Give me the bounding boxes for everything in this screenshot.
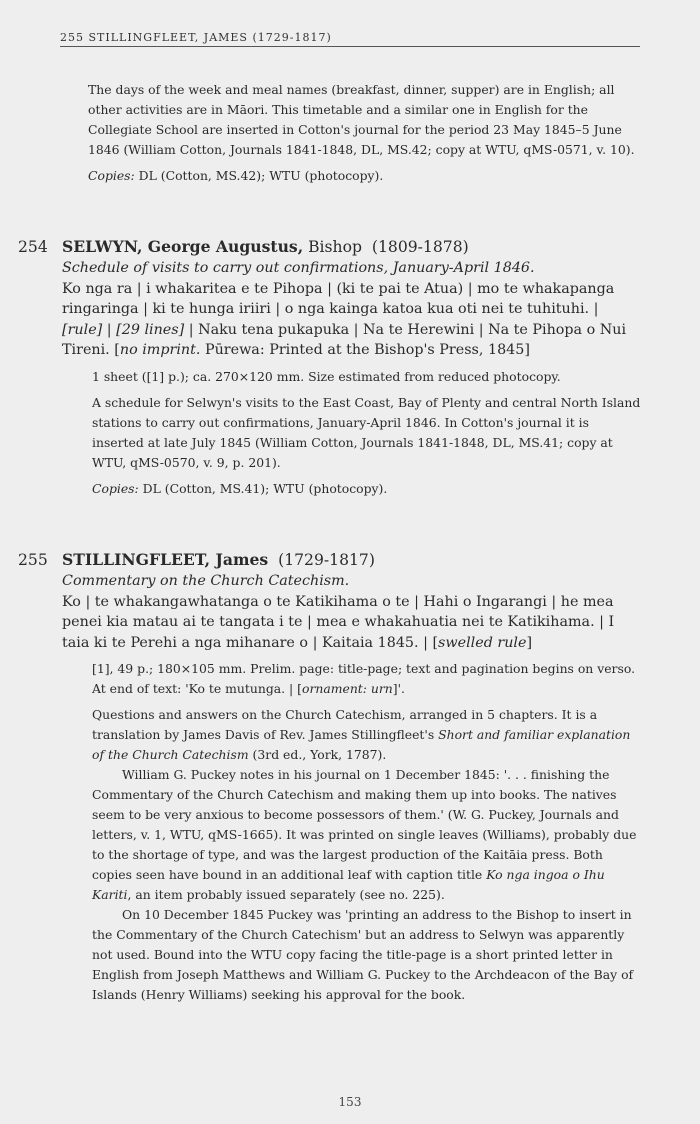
running-head: 255 STILLINGFLEET, JAMES (1729-1817) (60, 31, 640, 47)
continued-copies (88, 166, 643, 186)
continued-entry (88, 80, 643, 186)
copies-text: DL (Cotton, MS.42); WTU (photocopy). (138, 168, 384, 183)
cited-title: Short and familiar explanation of the Church Catechism (92, 727, 631, 762)
entry-notes (92, 659, 643, 1005)
entry-rank: Bishop (308, 238, 362, 256)
physical-part: ]'. (392, 681, 405, 696)
page-number: 153 (338, 1095, 362, 1109)
entry-transcription (62, 279, 643, 361)
entry-heading (18, 236, 643, 258)
transcription-part: | Naku tena pukapuka | Na te Herewini | Na te Pihopa o Nui Tireni. [ (62, 321, 627, 358)
copies-label: Copies: (88, 168, 135, 183)
physical-description (92, 659, 643, 699)
continued-note: The days of the week and meal names (breakfast, dinner, supper) are in English; all other activities are in Māori. This timetable and a similar one in English for the Collegiate School are inserted in Cotton's journal for the period 23 May 1845–5 June 1846 (William Cotton, Journals 1841-1848, DL, MS.42; copy at WTU, qMS-0571, v. 10). (88, 82, 635, 157)
entry-body (62, 258, 643, 499)
entry-number: 255 (18, 551, 48, 569)
transcription-part: ] (526, 634, 533, 651)
separator: | (102, 321, 117, 338)
entry-dates: (1729-1817) (278, 551, 375, 569)
transcription-part: Ko | te whakangawhatanga o te Katikihama o te | Hahi o Ingarangi | he mea penei kia matau ai te tangata i te | mea e whakahuatia nei te Katikihama. | I taia ki te Perehi a nga mihanare o | Kaitaia 1845. | [ (62, 593, 615, 651)
cited-title: Ko nga ingoa o Ihu Kariti (92, 867, 605, 902)
physical-description: 1 sheet ([1] p.); ca. 270×120 mm. Size estimated from reduced photocopy. (92, 368, 561, 384)
note-part: Questions and answers on the Church Catechism, arranged in 5 chapters. It is a translation by James Davis of Rev. James Stillingfleet's (92, 707, 598, 742)
entry-author: SELWYN, George Augustus, (62, 237, 304, 256)
entry-transcription (62, 592, 643, 654)
note-part: (3rd ed., York, 1787). (248, 747, 387, 762)
entry-title: Commentary on the Church Catechism. (62, 573, 350, 589)
imprint-tag: no imprint. (119, 342, 201, 358)
entry-body (62, 571, 643, 1005)
copies-label: Copies: (92, 480, 139, 496)
transcription-part: Ko nga ra | i whakaritea e te Pihopa | (ki te pai te Atua) | mo te whakapanga ringaringa | ki te hunga iriiri | o nga kainga katoa kua oti nei te tuhituhi. | (62, 280, 615, 317)
entry-note: A schedule for Selwyn's visits to the East Coast, Bay of Plenty and central North Island stations to carry out confirmations, January-April 1846. In Cotton's journal it is inserted at late July 1845 (William Cotton, Journals 1841-1848, DL, MS.41; copy at WTU, qMS-0570, v. 9, p. 201). (92, 394, 641, 470)
entry-notes (92, 367, 643, 499)
entry-note (92, 705, 643, 765)
entry-copies (92, 479, 643, 499)
note-part: , an item probably issued separately (see no. 225). (127, 887, 445, 902)
copies-text: DL (Cotton, MS.41); WTU (photocopy). (142, 480, 388, 496)
entry-author: STILLINGFLEET, James (62, 550, 269, 569)
entry-note (92, 765, 643, 905)
swelled-rule-tag: swelled rule (438, 634, 527, 651)
entry-254 (18, 236, 643, 499)
transcription-part: Pūrewa: Printed at the Bishop's Press, 1845] (200, 342, 530, 358)
entry-note: On 10 December 1845 Puckey was 'printing an address to the Bishop to insert in the Commentary of the Church Catechism' but an address to Selwyn was apparently not used. Bound into the WTU copy facing the title-page is a short printed letter in English from Joseph Matthews and William G. Puckey to the Archdeacon of the Bay of Islands (Henry Williams) seeking his approval for the book. (92, 907, 634, 1002)
note-part: William G. Puckey notes in his journal on 1 December 1845: '. . . finishing the Commentary of the Church Catechism and making them up into books. The natives seem to be very anxious to become possessors of them.' (W. G. Puckey, Journals and letters, v. 1, WTU, qMS-1665). It was printed on single leaves (Williams), probably due to the shortage of type, and was the largest production of the Kaitāia press. Both copies seen have bound in an additional leaf with caption title (92, 767, 637, 882)
entry-number: 254 (18, 238, 48, 256)
entry-dates: (1809-1878) (371, 238, 469, 256)
entry-255 (18, 549, 643, 1005)
lines-tag: [29 lines] (116, 321, 185, 338)
ornament-tag: ornament: urn (302, 681, 393, 696)
entry-heading (18, 549, 643, 571)
entry-title: Schedule of visits to carry out confirmations, January-April 1846. (62, 260, 535, 276)
rule-tag: [rule] (62, 321, 103, 338)
physical-part: [1], 49 p.; 180×105 mm. Prelim. page: title-page; text and pagination begins on verso. At end of text: 'Ko te mutunga. | [ (92, 661, 636, 696)
